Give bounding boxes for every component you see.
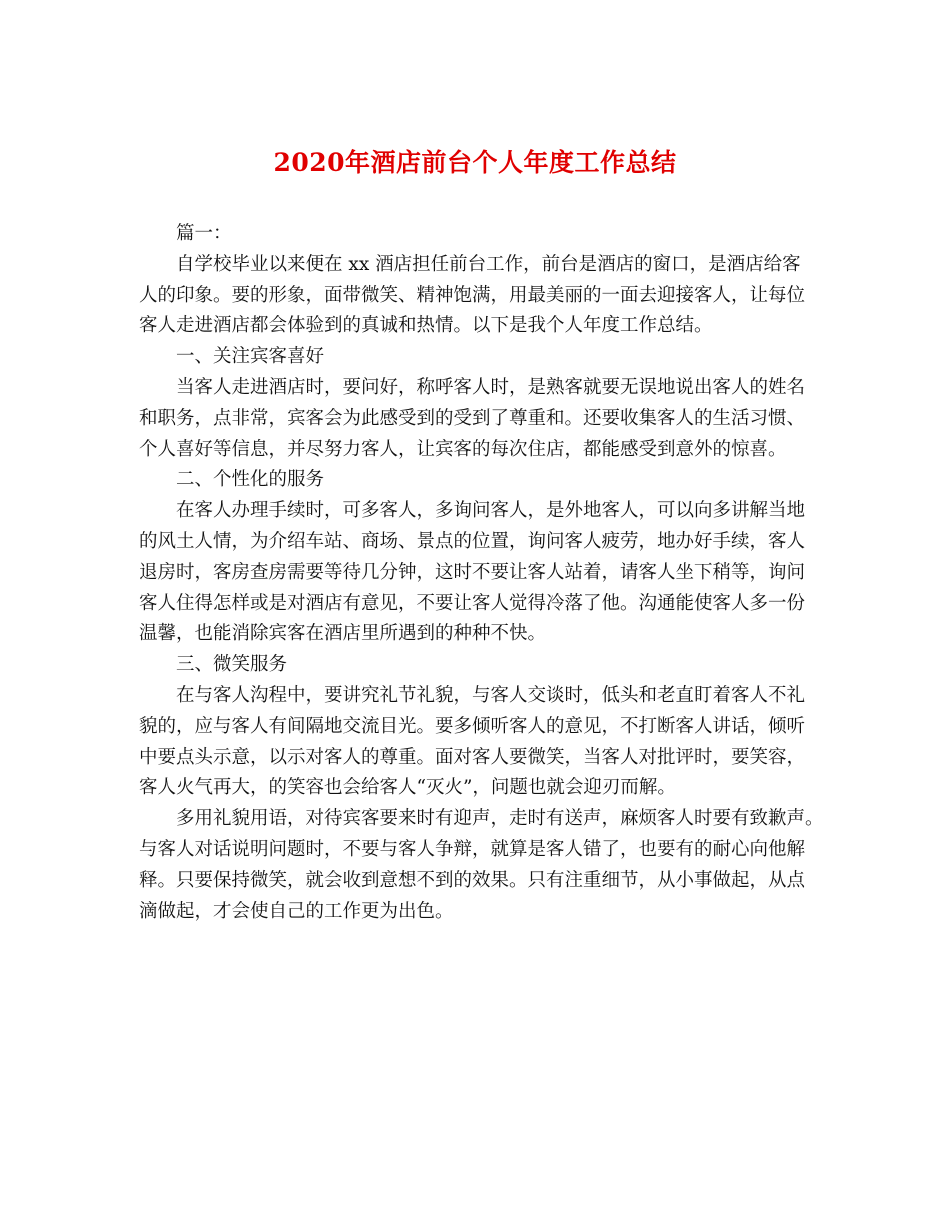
text-line: 释。只要保持微笑，就会收到意想不到的效果。只有注重细节，从小事做起，从点 <box>139 869 806 891</box>
document-body <box>139 219 829 927</box>
text-line: 三、微笑服务 <box>176 654 288 676</box>
text-line: 客人走进酒店都会体验到的真诚和热情。以下是我个人年度工作总结。 <box>139 315 713 337</box>
text-line: 滴做起，才会使自己的工作更为出色。 <box>139 900 454 922</box>
text-line: 当客人走进酒店时，要问好，称呼客人时，是熟客就要无误地说出客人的姓名 <box>176 376 806 398</box>
text-line: 在客人办理手续时，可多客人，多询问客人，是外地客人，可以向多讲解当地 <box>176 500 806 522</box>
text-line: 篇一： <box>176 223 232 244</box>
text-line: 和职务，点非常，宾客会为此感受到的受到了尊重和。还要收集客人的生活习惯、 <box>139 407 806 429</box>
text-line: 多用礼貌用语，对待宾客要来时有迎声，走时有送声，麻烦客人时要有致歉声。 <box>176 808 824 830</box>
text-line: 在与客人沟程中，要讲究礼节礼貌，与客人交谈时，低头和老直盯着客人不礼 <box>176 684 806 706</box>
text-line: 二、个性化的服务 <box>176 469 325 491</box>
text-line: 自学校毕业以来便在 xx 酒店担任前台工作，前台是酒店的窗口，是酒店给客 <box>176 253 801 275</box>
text-line: 一、关注宾客喜好 <box>176 346 325 368</box>
text-line: 温馨，也能消除宾客在酒店里所遇到的种种不快。 <box>139 623 547 645</box>
text-line: 中要点头示意，以示对客人的尊重。面对客人要微笑，当客人对批评时，要笑容， <box>139 746 806 768</box>
text-line: 客人火气再大，的笑容也会给客人“灭火”，问题也就会迎刃而解。 <box>139 777 676 799</box>
text-line: 人的印象。要的形象，面带微笑、精神饱满，用最美丽的一面去迎接客人，让每位 <box>139 284 806 306</box>
text-line: 与客人对话说明问题时，不要与客人争辩，就算是客人错了，也要有的耐心向他解 <box>139 838 806 860</box>
text-line: 的风土人情，为介绍车站、商场、景点的位置，询问客人疲劳，地办好手续，客人 <box>139 530 806 552</box>
document-title: 2020年酒店前台个人年度工作总结 <box>273 148 677 177</box>
text-line: 退房时，客房查房需要等待几分钟，这时不要让客人站着，请客人坐下稍等，询问 <box>139 561 806 583</box>
text-line: 个人喜好等信息，并尽努力客人，让宾客的每次住店，都能感受到意外的惊喜。 <box>139 438 787 460</box>
text-line: 客人住得怎样或是对酒店有意见，不要让客人觉得冷落了他。沟通能使客人多一份 <box>139 592 806 614</box>
text-line: 貌的，应与客人有间隔地交流目光。要多倾听客人的意见，不打断客人讲话，倾听 <box>139 715 806 737</box>
